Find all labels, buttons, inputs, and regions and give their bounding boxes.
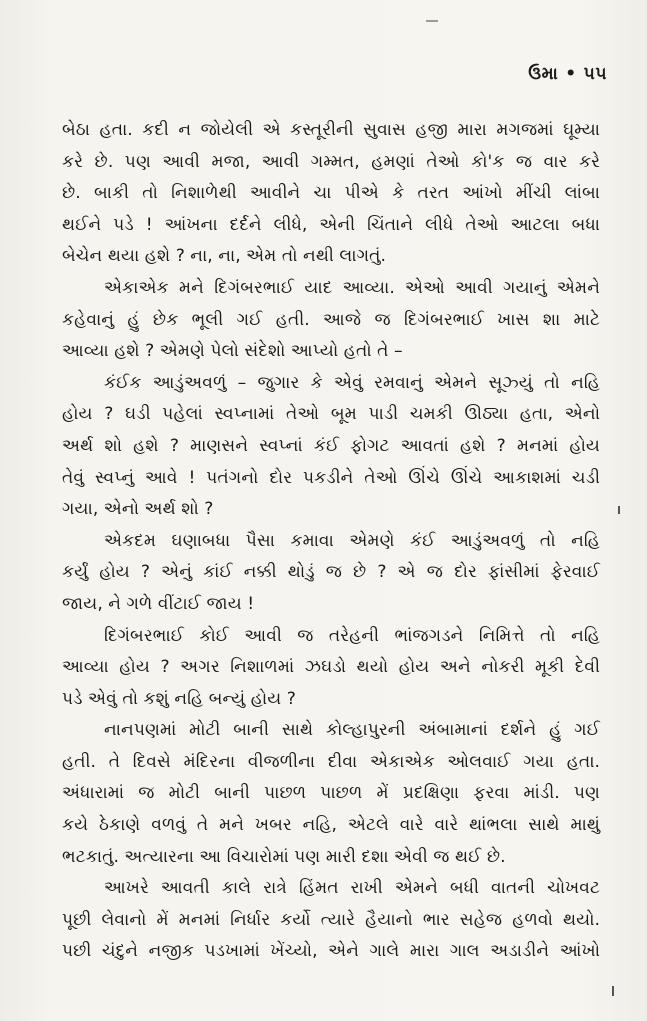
body-text	[62, 115, 600, 968]
paragraph	[62, 273, 600, 368]
text-line: થઈને પડે ! આંખના દર્દને લીધે, એની ચિંતાને લીધે તેઓ આટલા બધા	[62, 214, 600, 235]
paragraph	[62, 715, 600, 873]
text-line: જાય, ને ગળે વીંટાઈ જાય !	[62, 593, 255, 614]
text-line: નાનપણમાં મોટી બાની સાથે કોલ્હાપુરની અંબામાનાં દર્શને હું ગઈ	[104, 720, 600, 741]
text-line: એકદમ ઘણાબધા પૈસા કમાવા એમણે કંઈ આડુંઅવળું તો નહિ	[104, 530, 600, 551]
text-line: ગયા, એનો અર્થ શો ?	[62, 499, 214, 520]
margin-mark	[618, 506, 620, 514]
text-line: અંધારામાં જ મોટી બાની પાછળ પાછળ મેં પ્રદક્ષિણા ફરવા માંડી. પણ	[62, 783, 600, 804]
text-line: ભટકાતું. અત્યારના આ વિચારોમાં પણ મારી દશા એવી જ થઈ છે.	[62, 846, 506, 867]
paragraph	[62, 621, 600, 716]
page-number: ૫૫	[583, 64, 607, 84]
paragraph	[62, 115, 600, 273]
text-line: હતી. તે દિવસે મંદિરના વીજળીના દીવા એકાએક ઓલવાઈ ગયા હતા.	[62, 751, 600, 772]
text-line: કયે ઠેકાણે વળવું તે મને ખબર નહિ, એટલે વારે વારે થાંભલા સાથે માથું	[62, 815, 600, 836]
text-line: કંઈક આડુંઅવળું – જુગાર કે એવું રમવાનું એમને સૂઝ્યું તો નહિ	[104, 372, 600, 393]
text-line: એકાએક મને દિગંબરભાઈ યાદ આવ્યા. એઓ આવી ગયાનું એમને	[104, 277, 600, 298]
running-head	[528, 64, 607, 84]
text-line: હોય ? ઘડી પહેલાં સ્વપ્નામાં તેઓ બૂમ પાડી ચમકી ઊઠ્યા હતા, એનો	[62, 404, 600, 425]
paragraph	[62, 526, 600, 621]
text-line: આવ્યા હશે ? એમણે પેલો સંદેશો આપ્યો હતો તે –	[62, 341, 403, 362]
paragraph	[62, 873, 600, 968]
text-line: અર્થ શો હશે ? માણસને સ્વપ્નાં કંઈ ફોગટ આવતાં હશે ? મનમાં હોય	[62, 435, 600, 456]
text-line: પછી ચંદુને નજીક પડખામાં ખેંચ્યો, એને ગાલે મારા ગાલ અડાડીને આંખો	[62, 941, 600, 962]
text-line: આખરે આવતી કાલે રાત્રે હિંમત રાખી એમને બધી વાતની ચોખવટ	[104, 878, 600, 899]
paragraph	[62, 368, 600, 526]
text-line: દિગંબરભાઈ કોઈ આવી જ તરેહની ભાંજગડને નિમિત્તે તો નહિ	[104, 625, 601, 646]
text-line: બેચેન થયા હશે ? ના, ના, એમ તો નથી લાગતું.	[62, 246, 387, 267]
text-line: આવ્યા હોય ? અગર નિશાળમાં ઝઘડો થયો હોય અને નોકરી મૂકી દેવી	[62, 657, 600, 678]
text-line: પૂછી લેવાનો મેં મનમાં નિર્ધાર કર્યો ત્યારે હૈયાનો ભાર સહેજ હળવો થયો.	[62, 909, 600, 930]
text-line: કહેવાનું હું છેક ભૂલી ગઈ હતી. આજે જ દિગંબરભાઈ ખાસ શા માટે	[62, 309, 600, 330]
margin-mark	[612, 986, 614, 996]
text-line: પડે એવું તો કશું નહિ બન્યું હોય ?	[62, 688, 296, 709]
text-line: તેવું સ્વપ્નું આવે ! પતંગનો દોર પકડીને તેઓ ઊંચે ઊંચે આકાશમાં ચડી	[62, 467, 600, 488]
chapter-title: ઉમા	[528, 64, 559, 84]
text-line: કર્યું હોય ? એનું કાંઈ નક્કી થોડું જ છે ? એ જ દોર ફાંસીમાં ફેરવાઈ	[62, 562, 600, 583]
text-line: છે. બાકી તો નિશાળેથી આવીને ચા પીએ કે તરત આંખો મીંચી લાંબા	[62, 183, 600, 204]
text-line: કરે છે. પણ આવી મજા, આવી ગમ્મત, હમણાં તેઓ કો'ક જ વાર કરે	[62, 151, 600, 172]
scan-mark	[426, 20, 438, 22]
text-line: બેઠા હતા. કદી ન જોયેલી એ કસ્તૂરીની સુવાસ હજી મારા મગજમાં ઘૂમ્યા	[62, 120, 600, 140]
separator: •	[565, 64, 577, 84]
